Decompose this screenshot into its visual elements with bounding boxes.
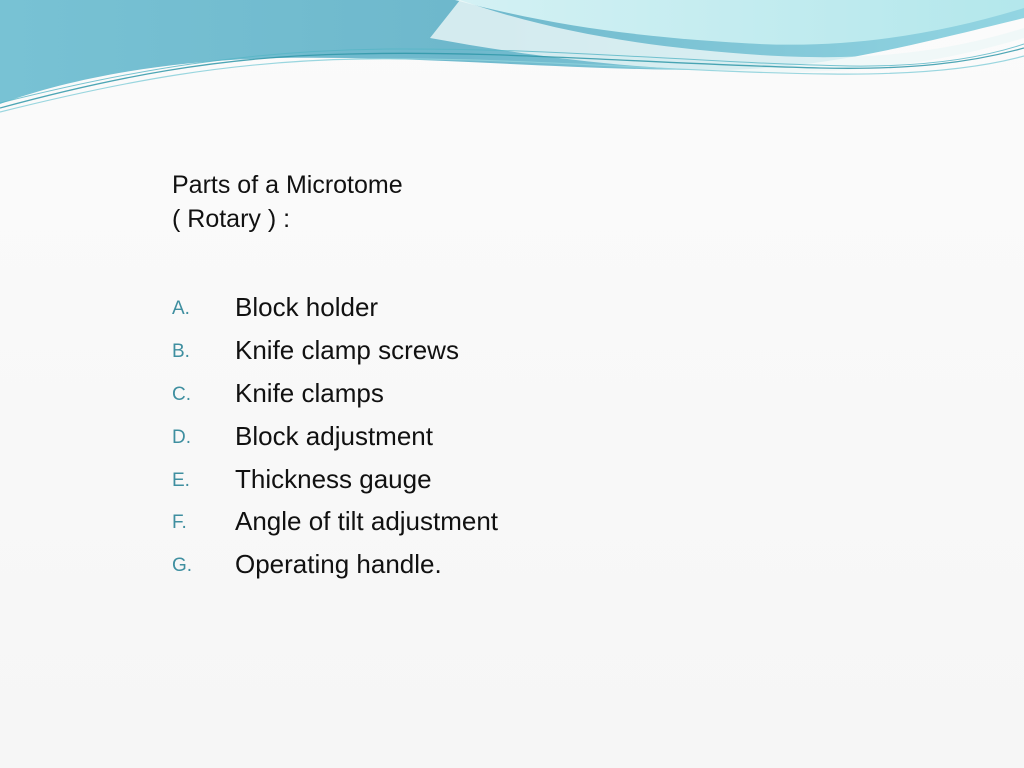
list-item-label: Block holder [235,292,379,323]
list-item-label: Knife clamp screws [235,335,459,366]
list-marker: B. [172,341,190,363]
title-line-2: ( Rotary ) : [172,205,291,233]
list-item [172,286,772,329]
list-marker: F. [172,512,187,534]
list-item [172,329,772,372]
wave-decoration [0,0,1024,130]
list-item [172,500,772,543]
list-item-label: Angle of tilt adjustment [235,506,499,537]
list-marker: C. [172,383,191,405]
list-item-label: Knife clamps [235,377,384,408]
list-item-label: Operating handle. [235,549,442,580]
list-marker: A. [172,298,190,320]
list-item-label: Thickness gauge [235,463,432,494]
list-marker: D. [172,426,191,448]
list-item [172,457,772,500]
list-item [172,372,772,415]
title-line-1: Parts of a Microtome [172,171,403,199]
list-item [172,414,772,457]
slide-title [172,168,672,236]
list-marker: E. [172,469,190,491]
list-item-label: Block adjustment [235,420,433,451]
list-item [172,543,772,586]
list-marker: G. [172,555,193,577]
parts-list [172,286,772,586]
